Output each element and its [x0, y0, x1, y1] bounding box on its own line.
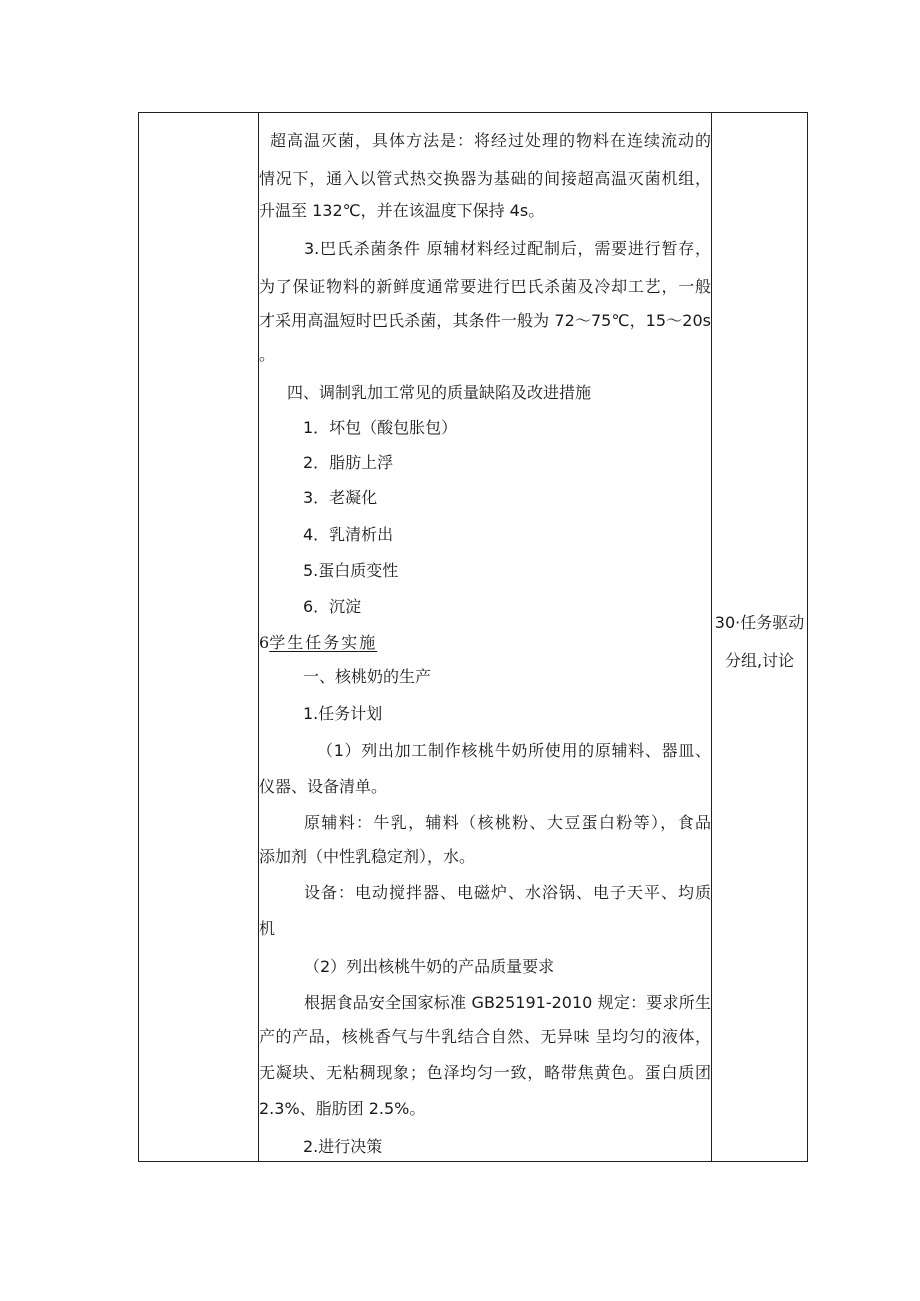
content-line: 情况下，通入以管式热交换器为基础的间接超高温灭菌机组， [259, 169, 711, 188]
content-line: 超高温灭菌，具体方法是：将经过处理的物料在连续流动的 [270, 131, 711, 150]
lesson-table [138, 112, 808, 1162]
content-line: 产的产品，核桃香气与牛乳结合自然、无异味 呈均匀的液体， [259, 1027, 711, 1046]
content-line: 为了保证物料的新鲜度通常要进行巴氏杀菌及冷却工艺，一般 [259, 277, 711, 296]
content-line: 才采用高温短时巴氏杀菌，其条件一般为 72～75℃，15～20s [259, 311, 711, 330]
content-line: （1）列出加工制作核桃牛奶所使用的原辅料、器皿、 [317, 741, 711, 760]
section-title: 学生任务实施 [269, 633, 378, 652]
content-line: 1.任务计划 [303, 704, 383, 723]
content-line: 3.巴氏杀菌条件 原辅材料经过配制后，需要进行暂存， [304, 239, 711, 258]
content-line: 仪器、设备清单。 [259, 777, 388, 796]
content-line: 四、调制乳加工常见的质量缺陷及改进措施 [287, 383, 592, 402]
content-line: 2．脂肪上浮 [303, 453, 394, 472]
content-line: 升温至 132℃，并在该温度下保持 4s。 [259, 201, 545, 220]
side-note-time: 30·任务驱动 [714, 613, 805, 632]
content-line: 机 [259, 919, 276, 938]
content-line: 4．乳清析出 [303, 525, 394, 544]
section-heading-student-task [259, 633, 711, 653]
content-line: 5.蛋白质变性 [303, 561, 399, 580]
content-line: 添加剂（中性乳稳定剂），水。 [259, 847, 476, 866]
content-line: 2.3%、脂肪团 2.5%。 [259, 1099, 426, 1118]
content-line: 原辅料：牛乳，辅料（核桃粉、大豆蛋白粉等），食品 [304, 813, 711, 832]
column-divider-right [711, 113, 712, 1161]
content-line: 1．坏包（酸包胀包） [303, 418, 458, 437]
content-line: 3．老凝化 [303, 488, 378, 507]
side-note-method: 分组,讨论 [724, 651, 795, 670]
section-number: 6 [259, 633, 270, 652]
content-line: 设备：电动搅拌器、电磁炉、水浴锅、电子天平、均质 [304, 883, 711, 902]
content-line: 一、核桃奶的生产 [303, 667, 432, 686]
content-line: 无凝块、无粘稠现象；色泽均匀一致，略带焦黄色。蛋白质团 [259, 1063, 711, 1082]
content-line: 根据食品安全国家标准 GB25191-2010 规定：要求所生 [304, 993, 711, 1012]
content-line: （2）列出核桃牛奶的产品质量要求 [304, 957, 555, 976]
content-line: 6．沉淀 [303, 597, 362, 616]
content-line: 2.进行决策 [303, 1137, 383, 1156]
content-line: 。 [259, 345, 276, 364]
